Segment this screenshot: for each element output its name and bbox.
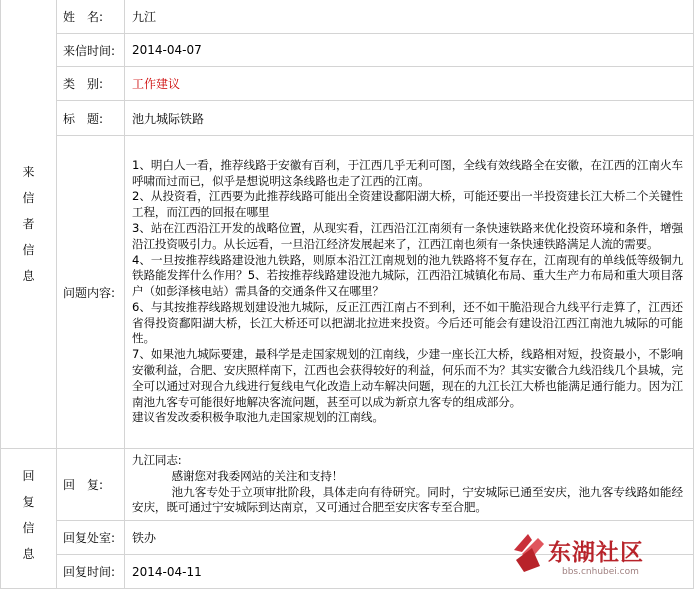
- watermark-title: 东湖社区: [548, 540, 644, 566]
- office-label: 回复处室:: [57, 521, 125, 555]
- reply-greeting: 九江同志:: [132, 453, 182, 467]
- site-watermark: [510, 528, 694, 584]
- title-value: 池九城际铁路: [125, 101, 694, 136]
- time-value: 2014-04-07: [125, 34, 694, 67]
- reply-text: 池九客专处于立项审批阶段，具体走向有待研究。同时，宁安城际已通至安庆，池九客专线路如能经安庆，既可通过宁安城际到达南京，又可通过合肥至安庆客专至合肥。: [132, 484, 683, 515]
- watermark-logo-icon: [510, 530, 550, 574]
- content-paragraph-2: 2、从投资看，江西要为此推荐线路可能出全资建设鄱阳湖大桥，可能还要出一半投资建长江大桥二个关键性工程，而江西的回报在哪里: [132, 189, 683, 220]
- category-value: 工作建议: [125, 67, 694, 101]
- reply-section-header: [1, 449, 57, 589]
- name-value: 九江: [125, 0, 694, 34]
- category-label: 类 别:: [57, 67, 125, 101]
- title-label: 标 题:: [57, 101, 125, 136]
- content-paragraph-4: 4、一旦按推荐线路建设池九铁路，则原本沿江江南规划的池九铁路将不复存在，江南现有的单线低等级铜九铁路能发挥什么作用？5、若按推荐线路建设池九城际，江西沿江城镇化布局、重大生产力布局和重大项目落户（如彭泽核电站）需具备的交通条件又在哪里？: [132, 252, 683, 299]
- office-value: 铁办: [125, 521, 694, 555]
- content-body: [125, 136, 694, 449]
- content-paragraph-5: 6、与其按推荐线路规划建设池九城际，反正江西江南占不到利，还不如干脆沿现合九线平行走算了，江西还省得投资鄱阳湖大桥，长江大桥还可以把湖北拉进来投资。今后还可能会有建设沿江西江南池九城际的可能性。: [132, 299, 683, 346]
- content-paragraph-6: 7、如果池九城际要建，最科学是走国家规划的江南线，少建一座长江大桥，线路相对短，投资最小，不影响安徽利益，合肥、安庆照样南下，江西也会获得较好的利益，何乐而不为？其实安徽合九线沿线几个县城，完全可以通过对现合九线进行复线电气化改造上动车解决问题，现在的九江长江大桥也能满足通行能力。因为江南池九客专可能很好地解决客流问题，甚至可以成为新京九客专的组成部分。: [132, 347, 683, 409]
- content-label: 问题内容:: [57, 136, 125, 449]
- reply-label: 回 复:: [57, 449, 125, 521]
- watermark-url: bbs.cnhubei.com: [562, 567, 639, 577]
- reply-time-label: 回复时间:: [57, 555, 125, 589]
- letter-section-label: 来信者信息: [22, 165, 35, 283]
- content-paragraph-3: 3、站在江西沿江开发的战略位置，从现实看，江西沿江江南须有一条快速铁路来优化投资环境和条件，增强沿江投资吸引力。从长远看，一旦沿江经济发展起来了，江西江南也须有一条快速铁路满足人流的需要。: [132, 220, 683, 251]
- time-label: 来信时间:: [57, 34, 125, 67]
- reply-body: [125, 449, 694, 521]
- content-paragraph-1: 1、明白人一看，推荐线路于安徽有百利，于江西几乎无利可图，全线有效线路全在安徽，在江西的江南火车呼啸而过而已，似乎是想说明这条线路也走了江西的江南。: [132, 157, 683, 188]
- reply-time-value: 2014-04-11: [125, 555, 694, 589]
- name-label: 姓 名:: [57, 0, 125, 34]
- letter-section-header: [1, 0, 57, 449]
- reply-section-label: 回复信息: [22, 469, 35, 561]
- reply-thanks: 感谢您对我委网站的关注和支持！: [171, 468, 344, 483]
- content-paragraph-7: 建议省发改委积极争取池九走国家规划的江南线。: [132, 410, 384, 425]
